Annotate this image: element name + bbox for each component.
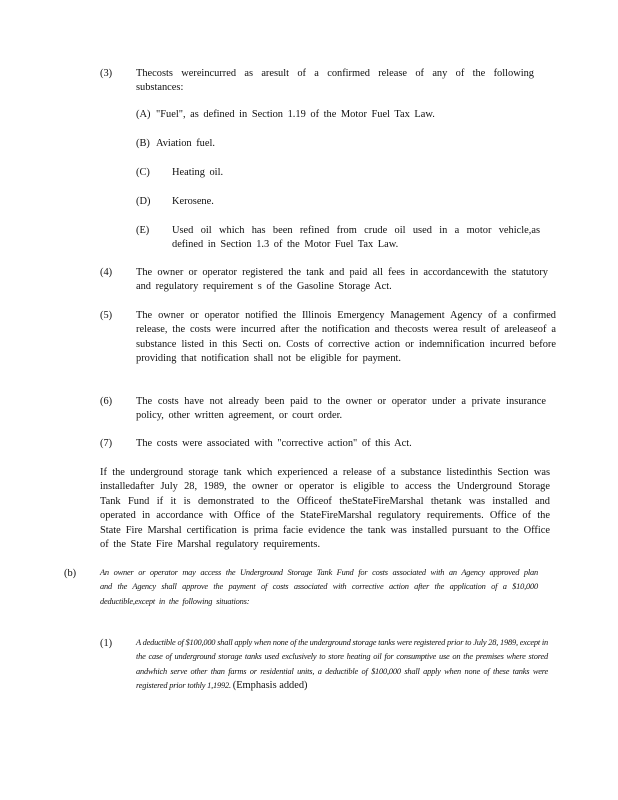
item-D-text: Kerosene. — [172, 196, 214, 207]
ust-paragraph: If the underground storage tank which experienced a release of a substance listedinthis Section was installedafter July 28, 1989, the owner or operator is eligible to access the Underground Storage Tank Fund if it is demonstrated to the Officeof theStateFireMarshal thetank was installed and operated in accordance with Office of the StateFireMarshal regulatory requirements. Office of the State Fire Marshal certification is prima facie evidence the tank was installed pursuant to the Office of the State Fire Marshal regulatory requirements. — [100, 467, 550, 551]
subitem-1-block — [136, 636, 548, 694]
item-5-text: The owner or operator notified the Illinois Emergency Management Agency of a confirmed release, the costs were incurred after the notification and thecosts werea result of areleaseof a substance listed in this Secti on. Costs of corrective action or indemnification incurred before providing that notification shall not be eligible for payment. — [136, 310, 556, 365]
item-5-number: (5) — [100, 310, 113, 321]
item-E-number: (E) — [136, 225, 150, 236]
item-A-number: (A) — [136, 109, 151, 120]
item-6-text: The costs have not already been paid to the owner or operator under a private insurance policy, other written agreement, or court order. — [136, 396, 546, 422]
item-C-text: Heating oil. — [172, 167, 224, 178]
subitem-1-number: (1) — [100, 638, 113, 649]
item-7-number: (7) — [100, 438, 113, 449]
item-3-number: (3) — [100, 68, 113, 79]
item-D-number: (D) — [136, 196, 151, 207]
item-3-text: Thecosts wereincurred as aresult of a confirmed release of any of the following substances: — [136, 68, 534, 94]
section-b-text: An owner or operator may access the Underground Storage Tank Fund for costs associated with an Agency approved plan and the Agency shall approve the payment of costs associated with corrective action after the application of a $10,000 deductible,except in the following situations: — [100, 568, 538, 606]
item-4-text: The owner or operator registered the tank and paid all fees in accordancewith the statutory and regulatory requirement s of the Gasoline Storage Act. — [136, 267, 548, 293]
emphasis-note: (Emphasis added) — [232, 680, 308, 692]
item-B-number: (B) — [136, 138, 150, 149]
item-B-text: Aviation fuel. — [156, 138, 215, 149]
item-C-number: (C) — [136, 167, 150, 178]
item-4-number: (4) — [100, 267, 113, 278]
item-6-number: (6) — [100, 396, 113, 407]
item-7-text: The costs were associated with "corrective action" of this Act. — [136, 438, 412, 449]
subitem-1-text: A deductible of $100,000 shall apply when none of the underground storage tanks were registered prior to July 28, 1989, except in the case of underground storage tanks used exclusively to store heating oil for consumptive use on the premises where stored andwhich serve other than farms or residential units, a deductible of $100,000 shall apply when none of these tanks were registered prior tothly 1,1992. — [136, 638, 548, 691]
section-b-number: (b) — [64, 568, 77, 579]
item-E-text: Used oil which has been refined from crude oil used in a motor vehicle,as defined in Section 1.3 of the Motor Fuel Tax Law. — [172, 225, 540, 251]
item-A-text: "Fuel", as defined in Section 1.19 of the Motor Fuel Tax Law. — [156, 109, 435, 120]
